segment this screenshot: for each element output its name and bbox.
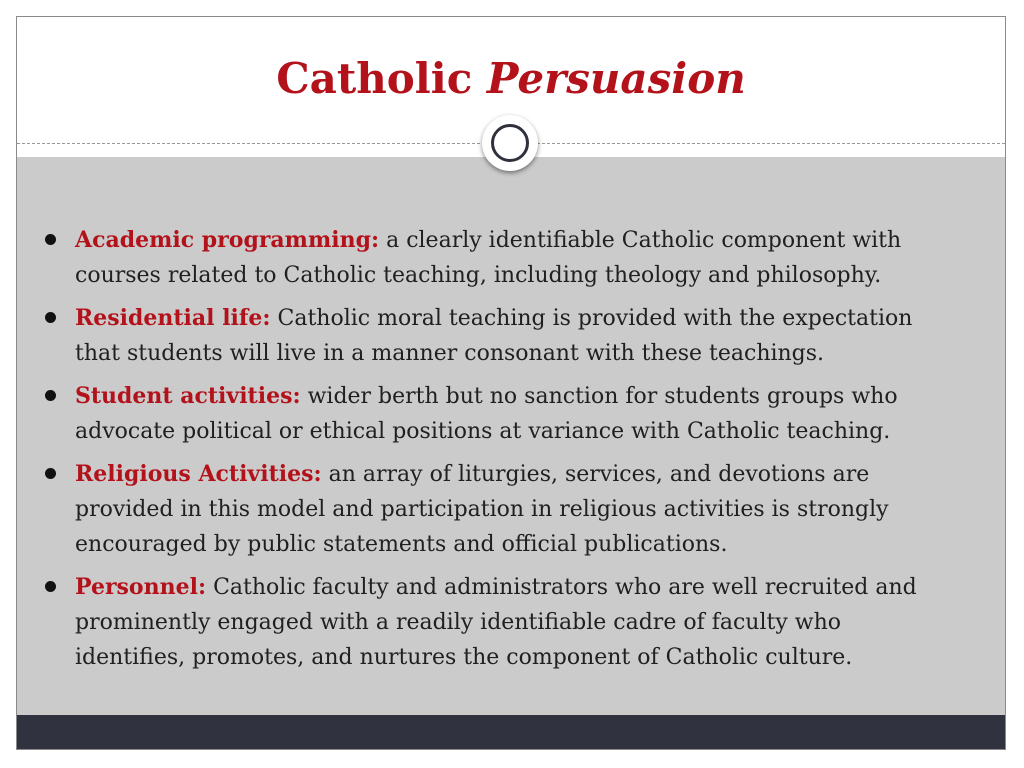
bullet-item — [45, 570, 945, 675]
bullet-text: Catholic faculty and administrators who are well recruited and prominently engaged with a readily identifiable cadre of faculty who identifies, promotes, and nurtures the component of Catholic culture. — [75, 575, 917, 670]
bullet-label: Personnel: — [75, 574, 207, 600]
slide — [16, 16, 1006, 750]
footer-bar — [17, 715, 1005, 749]
bullet-dot-icon — [45, 581, 56, 592]
bullet-label: Residential life: — [75, 305, 271, 331]
bullet-list — [45, 223, 945, 683]
bullet-text: an array of liturgies, services, and devotions are provided in this model and participation in religious activities is strongly encouraged by public statements and official publications. — [75, 462, 889, 557]
bullet-label: Academic programming: — [75, 227, 380, 253]
bullet-item — [45, 457, 945, 562]
content-area — [17, 157, 1005, 717]
bullet-dot-icon — [45, 390, 56, 401]
bullet-dot-icon — [45, 468, 56, 479]
bullet-label: Student activities: — [75, 383, 301, 409]
bullet-dot-icon — [45, 312, 56, 323]
bullet-label: Religious Activities: — [75, 461, 322, 487]
bullet-text: wider berth but no sanction for students groups who advocate political or ethical positions at variance with Catholic teaching. — [75, 384, 898, 444]
bullet-item — [45, 301, 945, 371]
bullet-item — [45, 223, 945, 293]
bullet-item — [45, 379, 945, 449]
bullet-text: Catholic moral teaching is provided with the expectation that students will live in a manner consonant with these teachings. — [75, 306, 913, 366]
slide-title — [17, 51, 1005, 107]
bullet-dot-icon — [45, 234, 56, 245]
title-plain: Catholic — [276, 54, 473, 103]
ring-inner — [491, 124, 529, 162]
title-italic: Persuasion — [486, 54, 746, 103]
ring-icon — [482, 115, 538, 171]
bullet-text: a clearly identifiable Catholic component with courses related to Catholic teaching, including theology and philosophy. — [75, 228, 902, 288]
